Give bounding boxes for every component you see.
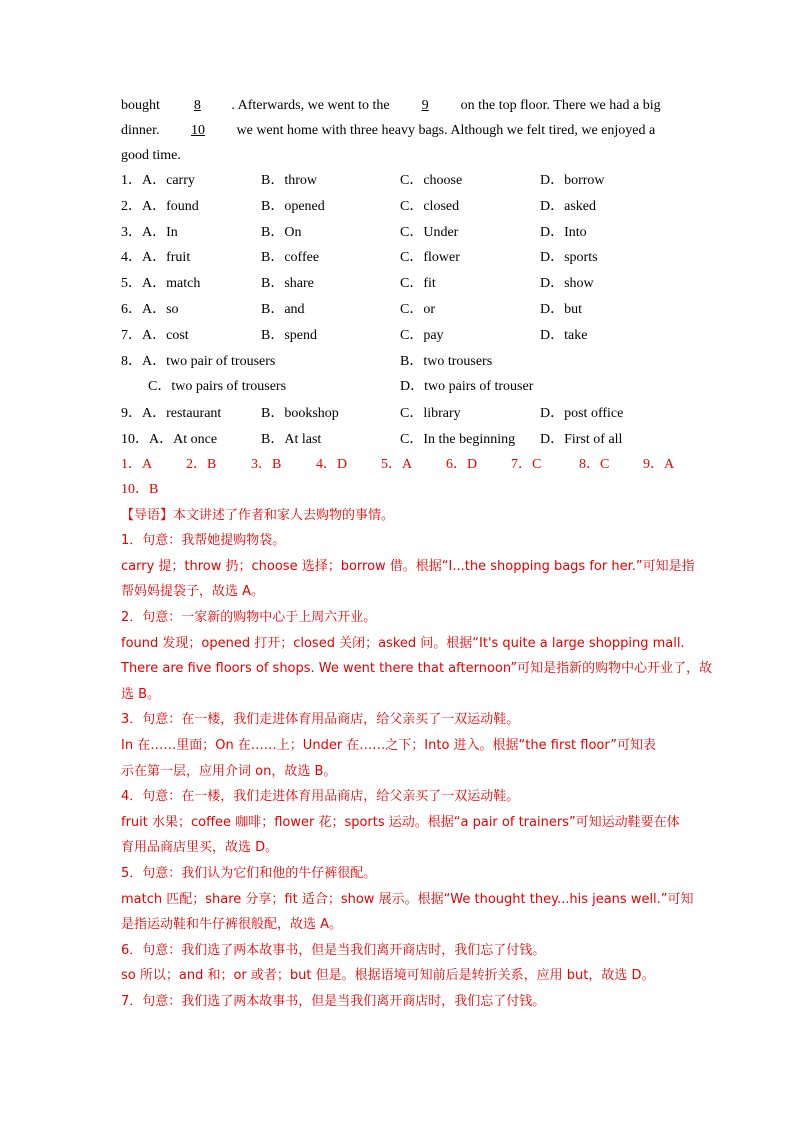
question-10 bbox=[121, 431, 681, 449]
explanation-line: 5．句意：我们认为它们和他的牛仔裤很配。 bbox=[121, 866, 377, 881]
option-a: 3．A．In bbox=[121, 225, 178, 240]
option-b: B．and bbox=[261, 302, 305, 317]
option-a: 6．A．so bbox=[121, 302, 179, 317]
answer: 10．B bbox=[121, 482, 159, 497]
question-4 bbox=[121, 249, 681, 267]
option-a: 5．A．match bbox=[121, 276, 201, 291]
passage-text: dinner. bbox=[121, 123, 160, 138]
explanation-intro: 【导语】本文讲述了作者和家人去购物的事情。 bbox=[121, 508, 395, 523]
option-a: 1．A．carry bbox=[121, 173, 195, 188]
option-a: 8．A．two pair of trousers bbox=[121, 354, 276, 369]
blank-9: 9 bbox=[421, 98, 429, 113]
option-b: B．bookshop bbox=[261, 406, 339, 421]
question-2 bbox=[121, 198, 681, 216]
option-a: 4．A．fruit bbox=[121, 250, 191, 265]
option-d: D．but bbox=[540, 302, 582, 317]
option-d: D．show bbox=[540, 276, 594, 291]
passage-text: on the top floor. There we had a big bbox=[460, 98, 661, 113]
option-d: D．Into bbox=[540, 225, 587, 240]
option-b: B．spend bbox=[261, 328, 317, 343]
option-d: D．take bbox=[540, 328, 588, 343]
answer: 7．C bbox=[511, 457, 542, 472]
question-1 bbox=[121, 172, 681, 190]
answer-key-row-1 bbox=[121, 456, 681, 474]
answer: 1．A bbox=[121, 457, 153, 472]
option-d: D．First of all bbox=[540, 432, 623, 447]
option-d: D．sports bbox=[540, 250, 598, 265]
option-c: C．choose bbox=[400, 173, 463, 188]
option-b: B．share bbox=[261, 276, 314, 291]
option-c: C．flower bbox=[400, 250, 460, 265]
question-8-row-2 bbox=[121, 378, 681, 396]
explanation-line: 示在第一层，应用介词 on，故选 B。 bbox=[121, 764, 337, 779]
option-c: C．library bbox=[400, 406, 461, 421]
answer-key-row-2 bbox=[121, 481, 681, 499]
answer: 2．B bbox=[186, 457, 217, 472]
option-b: B．On bbox=[261, 225, 302, 240]
answer: 4．D bbox=[316, 457, 348, 472]
option-b: B．At last bbox=[261, 432, 322, 447]
option-b: B．two trousers bbox=[400, 354, 493, 369]
option-c: C．closed bbox=[400, 199, 460, 214]
passage-line-1 bbox=[121, 97, 661, 115]
option-b: B．throw bbox=[261, 173, 317, 188]
explanation-line: so 所以；and 和；or 或者；but 但是。根据语境可知前后是转折关系，应用 but，故选 D。 bbox=[121, 968, 655, 983]
option-c: C．fit bbox=[400, 276, 436, 291]
option-a: 7．A．cost bbox=[121, 328, 189, 343]
question-5 bbox=[121, 275, 681, 293]
answer: 6．D bbox=[446, 457, 478, 472]
explanation-line: 育用品商店里买，故选 D。 bbox=[121, 840, 279, 855]
explanation-line: 1．句意：我帮她提购物袋。 bbox=[121, 533, 286, 548]
explanation-line: carry 提；throw 扔；choose 选择；borrow 借。根据“I...the shopping bags for her.”可知是指 bbox=[121, 559, 695, 574]
explanation-line: 2．句意：一家新的购物中心于上周六开业。 bbox=[121, 610, 377, 625]
blank-10: 10 bbox=[191, 123, 205, 138]
option-b: B．coffee bbox=[261, 250, 320, 265]
option-c: C．In the beginning bbox=[400, 432, 516, 447]
question-7 bbox=[121, 327, 681, 345]
passage-line-3: good time. bbox=[121, 148, 181, 163]
explanation-line: fruit 水果；coffee 咖啡；flower 花；sports 运动。根据“a pair of trainers”可知运动鞋要在体 bbox=[121, 815, 680, 830]
passage-text: bought bbox=[121, 98, 160, 113]
explanation-line: 6．句意：我们选了两本故事书，但是当我们离开商店时，我们忘了付钱。 bbox=[121, 943, 546, 958]
explanation-line: There are five floors of shops. We went there that afternoon”可知是指新的购物中心开业了，故 bbox=[121, 661, 713, 676]
option-d: D．two pairs of trouser bbox=[400, 379, 534, 394]
blank-8: 8 bbox=[193, 98, 201, 113]
option-a: 9．A．restaurant bbox=[121, 406, 222, 421]
explanation-line: 3．句意：在一楼，我们走进体育用品商店，给父亲买了一双运动鞋。 bbox=[121, 712, 520, 727]
option-c: C．Under bbox=[400, 225, 459, 240]
answer: 5．A bbox=[381, 457, 413, 472]
answer: 8．C bbox=[579, 457, 610, 472]
passage-text: . Afterwards, we went to the bbox=[231, 98, 390, 113]
explanation-line: found 发现；opened 打开；closed 关闭；asked 问。根据“It's quite a large shopping mall. bbox=[121, 636, 685, 651]
explanation-line: match 匹配；share 分享；fit 适合；show 展示。根据“We thought they...his jeans well.”可知 bbox=[121, 892, 694, 907]
explanation-line: 是指运动鞋和牛仔裤很般配，故选 A。 bbox=[121, 917, 343, 932]
option-a: 10．A．At once bbox=[121, 432, 218, 447]
option-c: C．two pairs of trousers bbox=[148, 379, 287, 394]
passage-line-2 bbox=[121, 122, 655, 140]
question-3 bbox=[121, 224, 681, 242]
option-d: D．asked bbox=[540, 199, 596, 214]
explanation-line: 帮妈妈提袋子，故选 A。 bbox=[121, 584, 265, 599]
option-a: 2．A．found bbox=[121, 199, 199, 214]
option-d: D．borrow bbox=[540, 173, 605, 188]
passage-text: we went home with three heavy bags. Although we felt tired, we enjoyed a bbox=[236, 123, 656, 138]
question-6 bbox=[121, 301, 681, 319]
explanation-line: 选 B。 bbox=[121, 687, 161, 702]
answer: 9．A bbox=[643, 457, 675, 472]
option-b: B．opened bbox=[261, 199, 325, 214]
option-d: D．post office bbox=[540, 406, 624, 421]
explanation-line: 7．句意：我们选了两本故事书，但是当我们离开商店时，我们忘了付钱。 bbox=[121, 994, 546, 1009]
answer: 3．B bbox=[251, 457, 282, 472]
explanation-line: In 在……里面；On 在……上；Under 在……之下；Into 进入。根据“the first floor”可知表 bbox=[121, 738, 657, 753]
option-c: C．or bbox=[400, 302, 435, 317]
question-8-row-1 bbox=[121, 353, 681, 371]
question-9 bbox=[121, 405, 681, 423]
explanation-line: 4．句意：在一楼，我们走进体育用品商店，给父亲买了一双运动鞋。 bbox=[121, 789, 520, 804]
option-c: C．pay bbox=[400, 328, 444, 343]
